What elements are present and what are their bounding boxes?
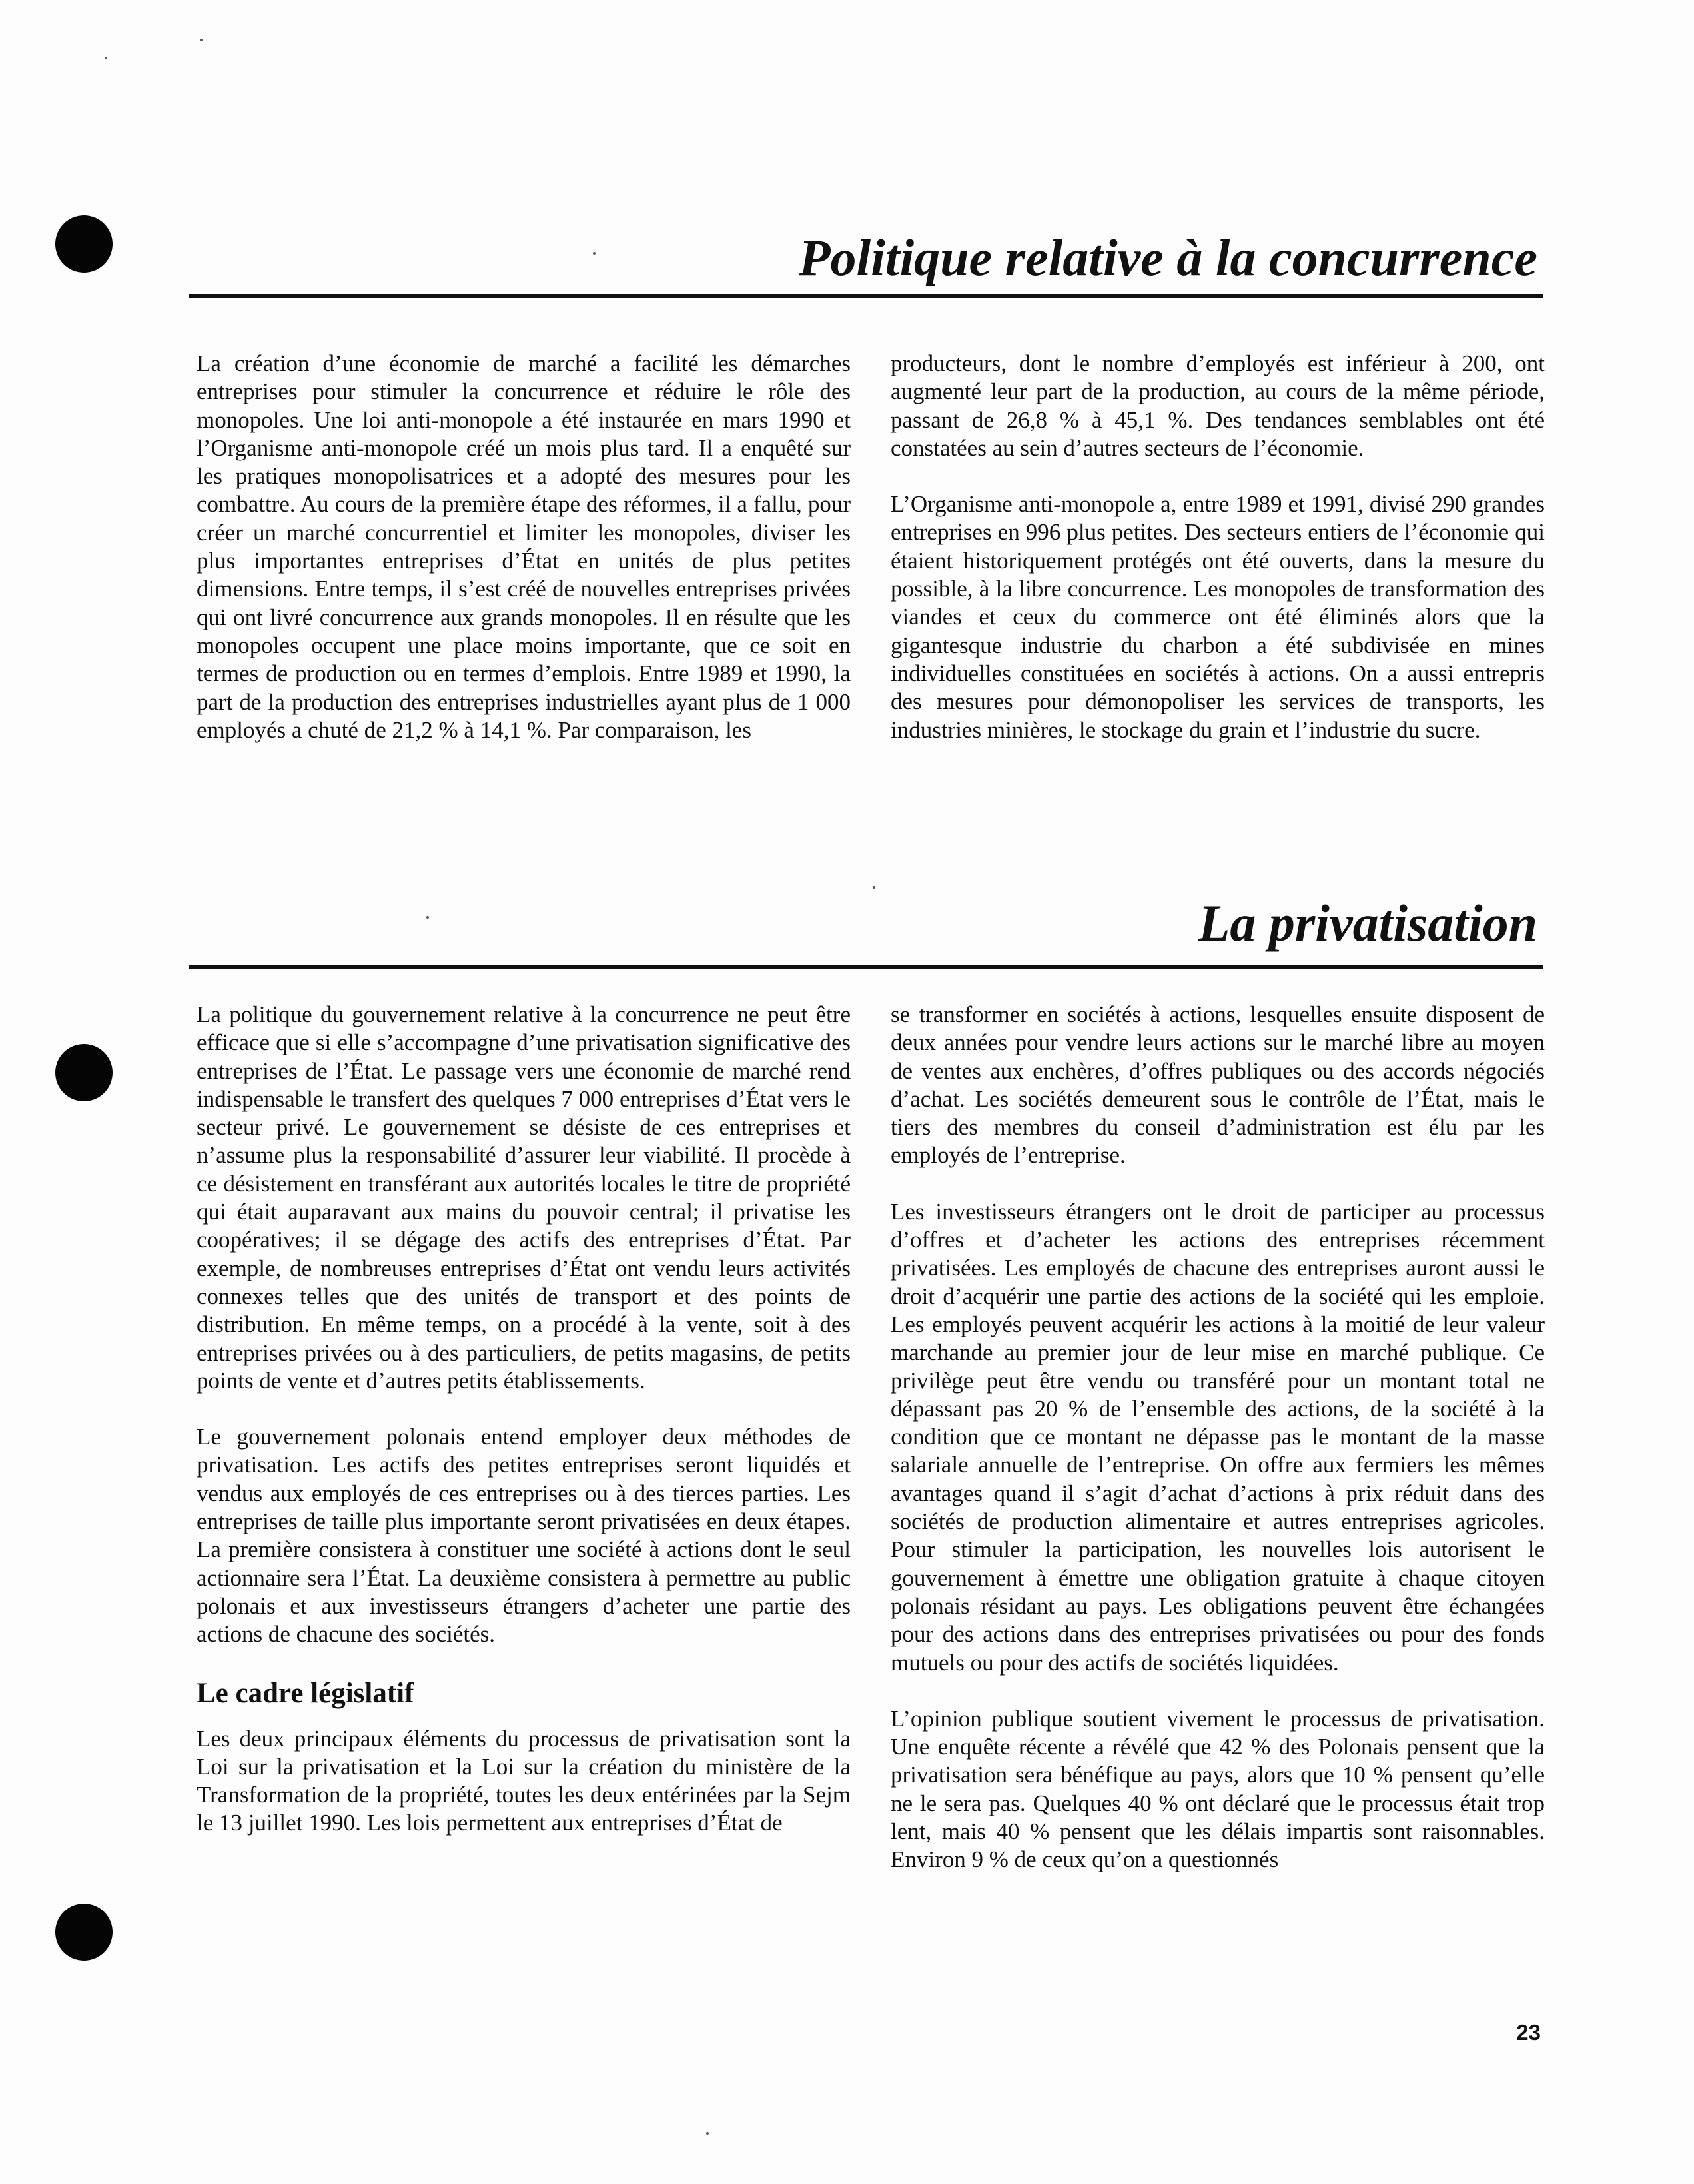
paragraph: Les investisseurs étrangers ont le droit de participer au processus d’offres et d’acheter les actions des entreprises récemment privatisées. Les employés de chacune des entreprises auront aussi le droit d’acquérir une partie des actions de la société qui les emploie. Les employés peuvent acquérir les actions à la moitié de leur valeur marchande au premier jour de leur mise en marché publique. Ce privilège peut être vendu ou transféré pour un montant total ne dépassant pas 20 % de l’ensemble des actions, de la société à la condition que ce montant ne dépasse pas le montant de la masse salariale annuelle de l’entreprise. On offre aux fermiers les mêmes avantages quand il s’agit d’achat d’actions à prix réduit dans des sociétés de production alimentaire et autres entreprises agricoles. Pour stimuler la participation, les nouvelles lois autorisent le gouvernement à émettre une obligation gratuite à chaque citoyen polonais résidant au pays. Les obligations peuvent être échangées pour des actions dans des entreprises privatisées ou pour des fonds mutuels ou pour des actifs de sociétés liquidées. — [891, 1198, 1545, 1676]
scan-speck — [426, 916, 429, 919]
paragraph: se transformer en sociétés à actions, lesquelles ensuite disposent de deux années pour vendre leurs actions sur le marché libre au moyen de ventes aux enchères, d’offres publiques ou des accords négociés d’achat. Les sociétés demeurent sous le contrôle de l’État, mais le tiers des membres du conseil d’administration est élu par les employés de l’entreprise. — [891, 1001, 1545, 1169]
paragraph: Les deux principaux éléments du processus de privatisation sont la Loi sur la privatisation et la Loi sur la création du ministère de la Transformation de la propriété, toutes les deux entérinées par la Sejm le 13 juillet 1990. Les lois permettent aux entreprises d’État de — [197, 1725, 851, 1836]
section-rule — [189, 294, 1543, 298]
section2-right-column — [891, 1001, 1545, 1874]
paragraph: L’Organisme anti-monopole a, entre 1989 et 1991, divisé 290 grandes entreprises en 996 plus petites. Des secteurs entiers de l’économie qui étaient historiquement protégés ont été ouverts, dans la mesure du possible, à la libre concurrence. Les monopoles de transformation des viandes et ceux du commerce ont été éliminés alors que la gigantesque industrie du charbon a été subdivisée en mines individuelles constituées en sociétés à actions. On a aussi entrepris des mesures pour démonopoliser les services de transports, les industries minières, le stockage du grain et l’industrie du sucre. — [891, 491, 1545, 743]
scan-speck — [593, 252, 596, 255]
section-title-privatisation: La privatisation — [1198, 894, 1537, 952]
punch-hole-top — [55, 215, 113, 273]
scan-speck — [200, 39, 203, 41]
section-title-concurrence: Politique relative à la concurrence — [798, 229, 1537, 286]
paragraph: producteurs, dont le nombre d’employés est inférieur à 200, ont augmenté leur part de la production, au cours de la même période, passant de 26,8 % à 45,1 %. Des tendances semblables ont été constatées au sein d’autres secteurs de l’économie. — [891, 350, 1545, 461]
paragraph: L’opinion publique soutient vivement le processus de privatisation. Une enquête récente a révélé que 42 % des Polonais pensent que la privatisation sera bénéfique au pays, alors que 10 % pensent qu’elle ne le sera pas. Quelques 40 % ont déclaré que le processus était trop lent, mais 40 % pensent que les délais impartis sont raisonnables. Environ 9 % de ceux qu’on a questionnés — [891, 1705, 1545, 1873]
paragraph: La création d’une économie de marché a facilité les démarches entreprises pour stimuler la concurrence et réduire le rôle des monopoles. Une loi anti-monopole a été instaurée en mars 1990 et l’Organisme anti-monopole créé un mois plus tard. Il a enquêté sur les pratiques monopolisatrices et a adopté des mesures pour les combattre. Au cours de la première étape des réformes, il a fallu, pour créer un marché concurrentiel et limiter les monopoles, diviser les plus importantes entreprises d’État en unités de plus petites dimensions. Entre temps, il s’est créé de nouvelles entreprises privées qui ont livré concurrence aux grands monopoles. Il en résulte que les monopoles occupent une place moins importante, que ce soit en termes de production ou en termes d’emplois. Entre 1989 et 1990, la part de la production des entreprises industrielles ayant plus de 1 000 employés a chuté de 21,2 % à 14,1 %. Par comparaison, les — [197, 350, 851, 743]
paragraph: La politique du gouvernement relative à la concurrence ne peut être efficace que si elle s’accompagne d’une privatisation significative des entreprises de l’État. Le passage vers une économie de marché rend indispensable le transfert des quelques 7 000 entreprises d’État vers le secteur privé. Le gouvernement se désiste de ces entreprises et n’assume plus la responsabilité d’assurer leur viabilité. Il procède à ce désistement en transférant aux autorités locales le titre de propriété qui était auparavant aux mains du pouvoir central; il privatise les coopératives; il se dégage des actifs des entreprises d’État. Par exemple, de nombreuses entreprises d’État ont vendu leurs activités connexes telles que des unités de transport et des points de distribution. En même temps, on a procédé à la vente, soit à des entreprises privées ou à des particuliers, de petits magasins, de petits points de vente et d’autres petits établissements. — [197, 1001, 851, 1394]
scan-speck — [706, 2132, 709, 2135]
scan-speck — [873, 886, 875, 889]
section-rule — [189, 965, 1543, 969]
section1-right-column — [891, 350, 1545, 744]
punch-hole-middle — [55, 1044, 113, 1101]
section2-left-column — [197, 1001, 851, 1838]
page-number: 23 — [1516, 2020, 1541, 2045]
section1-left-column — [197, 350, 851, 744]
subheading-cadre-legislatif: Le cadre législatif — [197, 1677, 414, 1709]
scan-speck — [105, 57, 107, 59]
punch-hole-bottom — [55, 1904, 113, 1961]
paragraph: Le gouvernement polonais entend employer deux méthodes de privatisation. Les actifs des petites entreprises seront liquidés et vendus aux employés de ces entreprises ou à des tierces parties. Les entreprises de taille plus importante seront privatisées en deux étapes. La première consistera à constituer une société à actions dont le seul actionnaire sera l’État. La deuxième consistera à permettre au public polonais et aux investisseurs étrangers d’acheter une partie des actions de chacune des sociétés. — [197, 1424, 851, 1648]
